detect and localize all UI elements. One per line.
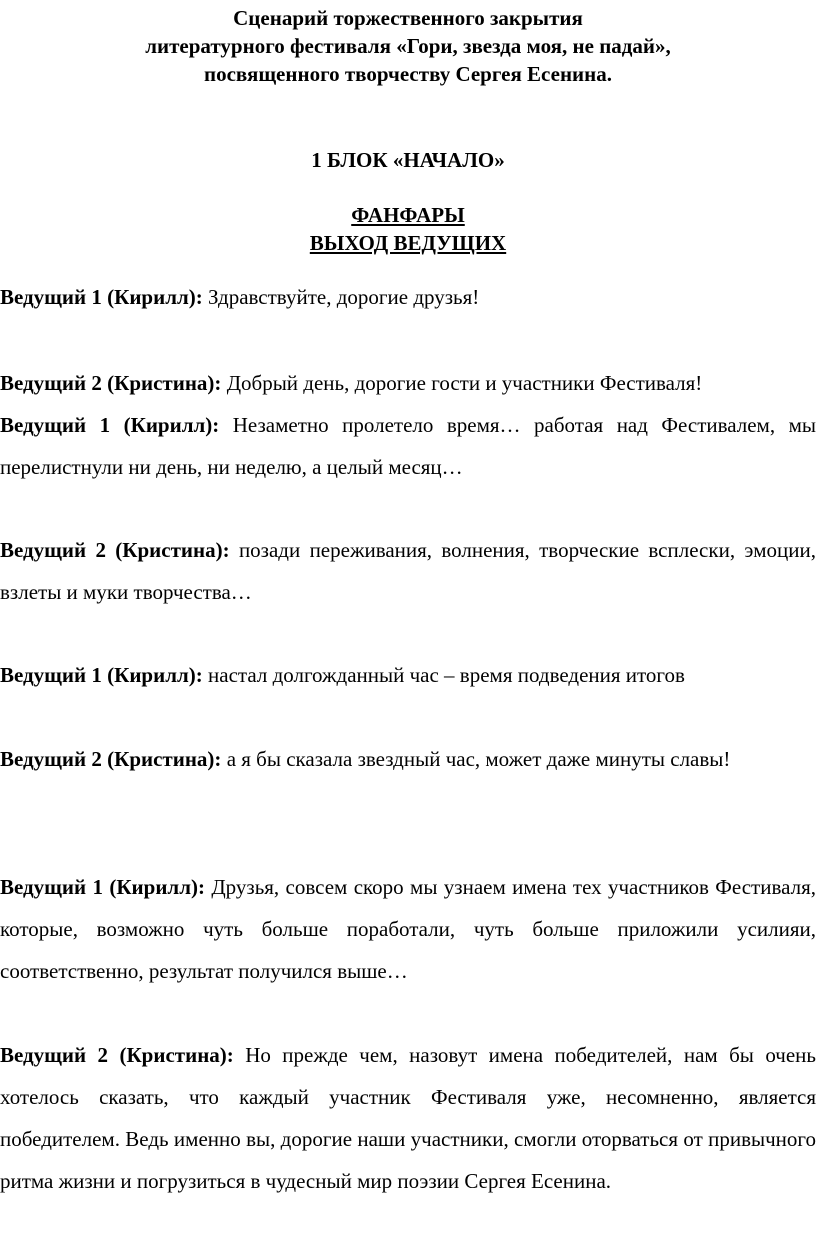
speaker-label: Ведущий 2 (Кристина): [0, 1043, 234, 1067]
dialogue-line [0, 738, 816, 780]
title-line-3: посвященного творчеству Сергея Есенина. [203, 62, 613, 86]
dialogue-line [0, 362, 816, 404]
dialogue-line [0, 1034, 816, 1202]
dialogue-text: настал долгожданный час – время подведения итогов [202, 663, 685, 687]
dialogue-text: Здравствуйте, дорогие друзья! [202, 285, 480, 309]
speaker-label: Ведущий 2 (Кристина): [0, 371, 222, 395]
dialogue-text: а я бы сказала звездный час, может даже минуты славы! [221, 747, 731, 771]
speaker-label: Ведущий 2 (Кристина): [0, 538, 230, 562]
document-title [0, 4, 816, 88]
dialogue-line [0, 404, 816, 488]
title-line-1: Сценарий торжественного закрытия [233, 6, 583, 30]
stage-direction-hosts-enter: ВЫХОД ВЕДУЩИХ [309, 231, 507, 255]
dialogue-line [0, 654, 816, 696]
speaker-label: Ведущий 2 (Кристина): [0, 747, 222, 771]
dialogue-text: Незаметно пролетело время… работая над Фестивалем, мы перелистнули ни день, ни неделю, а целый месяц… [0, 413, 816, 479]
stage-direction-fanfare: ФАНФАРЫ [351, 203, 465, 227]
dialogue-text: Друзья, совсем скоро мы узнаем имена тех участников Фестиваля, которые, возможно чуть больше поработали, чуть больше приложили усилияи, соответственно, результат получился выше… [0, 875, 816, 983]
dialogue-line [0, 529, 816, 613]
title-line-2: литературного фестиваля «Гори, звезда моя, не падай», [145, 34, 671, 58]
dialogue-text: Но прежде чем, назовут имена победителей, нам бы очень хотелось сказать, что каждый участник Фестиваля уже, несомненно, является победителем. Ведь именно вы, дорогие наши участники, смогли оторваться от привычного ритма жизни и погрузиться в чудесный мир поэзии Сергея Есенина. [0, 1043, 816, 1193]
dialogue-line [0, 866, 816, 992]
dialogue-text: Добрый день, дорогие гости и участники Фестиваля! [221, 371, 703, 395]
stage-directions [0, 201, 816, 257]
speaker-label: Ведущий 1 (Кирилл): [0, 413, 220, 437]
speaker-label: Ведущий 1 (Кирилл): [0, 875, 205, 899]
dialogue-text: позади переживания, волнения, творческие всплески, эмоции, взлеты и муки творчества… [0, 538, 816, 604]
block-heading: 1 БЛОК «НАЧАЛО» [311, 148, 505, 172]
dialogue-line [0, 276, 816, 318]
speaker-label: Ведущий 1 (Кирилл): [0, 663, 203, 687]
speaker-label: Ведущий 1 (Кирилл): [0, 285, 203, 309]
